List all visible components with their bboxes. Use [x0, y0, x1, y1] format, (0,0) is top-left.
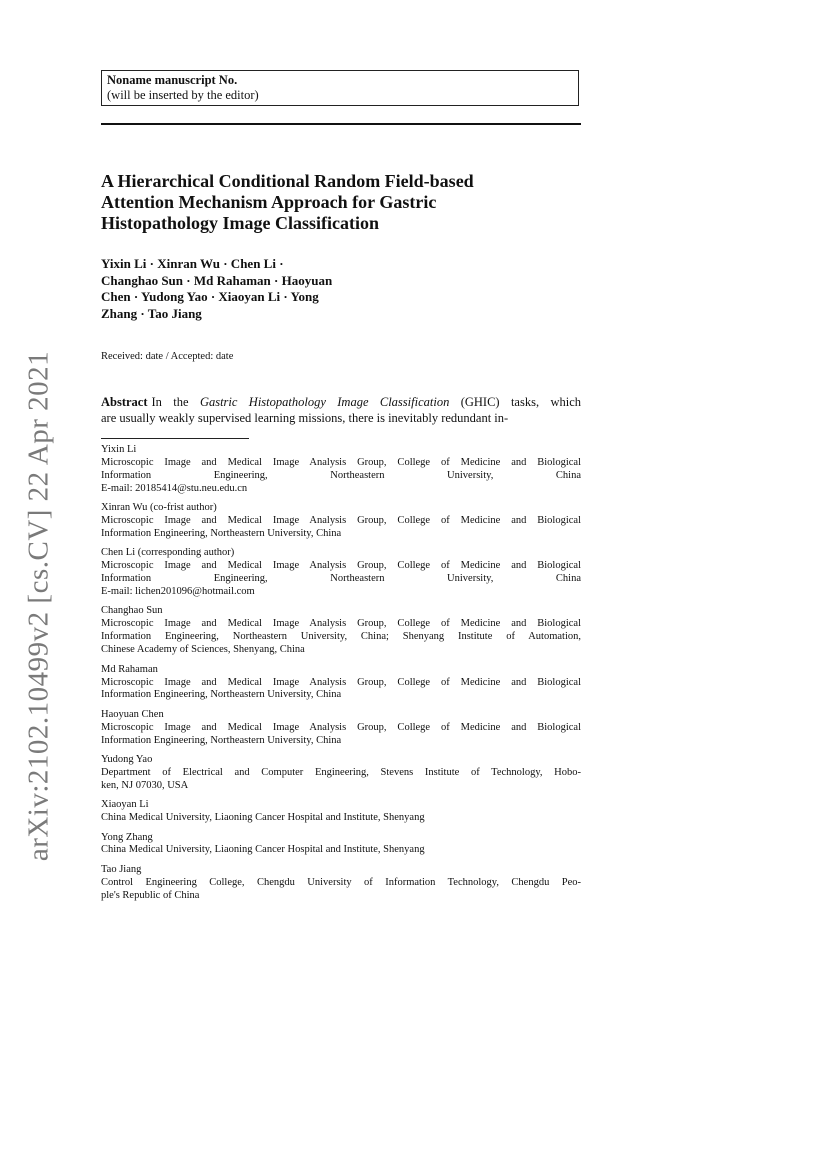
affiliations: [101, 444, 581, 909]
title-line: A Hierarchical Conditional Random Field-based: [101, 171, 474, 191]
affiliation-line: China Medical University, Liaoning Cancer Hospital and Institute, Shenyang: [101, 812, 425, 824]
affiliation-line: Information Engineering, Northeastern University, China: [101, 469, 581, 481]
affiliation-line: Chinese Academy of Sciences, Shenyang, China: [101, 644, 305, 656]
affiliation-line: Information Engineering, Northeastern University, China: [101, 734, 342, 746]
editor-note: (will be inserted by the editor): [107, 88, 259, 102]
affiliation-author: Haoyuan Chen: [101, 708, 164, 720]
abstract-text-post: (GHIC) tasks, which: [449, 395, 581, 409]
affiliation-block: [101, 444, 581, 496]
affiliation-author: Changhao Sun: [101, 605, 163, 617]
arxiv-id: arXiv:2102.10499v2 [cs.CV] 22 Apr 2021: [22, 350, 55, 862]
paper-title: [101, 171, 581, 234]
abstract-italic: Gastric Histopathology Image Classification: [199, 395, 450, 409]
affiliation-block: [101, 709, 581, 748]
affiliation-block: [101, 605, 581, 657]
affiliation-author: Md Rahaman: [101, 663, 158, 675]
affiliation-block: [101, 799, 581, 825]
author-line: Zhang · Tao Jiang: [101, 305, 202, 321]
manuscript-box: [101, 70, 579, 106]
abstract: [101, 394, 581, 426]
author-line: Yixin Li · Xinran Wu · Chen Li ·: [101, 256, 284, 271]
abstract-line-2: are usually weakly supervised learning missions, there is inevitably redundant in-: [101, 411, 509, 425]
affiliation-line: Microscopic Image and Medical Image Analysis Group, College of Medicine and Biological: [101, 618, 581, 630]
author-line: Chen · Yudong Yao · Xiaoyan Li · Yong: [101, 289, 319, 304]
affiliation-line: Microscopic Image and Medical Image Analysis Group, College of Medicine and Biological: [101, 721, 581, 733]
affiliation-block: [101, 754, 581, 793]
affiliation-line: ple's Republic of China: [101, 889, 200, 901]
author-list: [101, 256, 581, 322]
affiliation-line: Microscopic Image and Medical Image Analysis Group, College of Medicine and Biological: [101, 456, 581, 468]
affiliation-line: Information Engineering, Northeastern University, China: [101, 689, 342, 701]
affiliation-author: Yong Zhang: [101, 831, 153, 843]
affiliation-author: Xinran Wu (co-frist author): [101, 502, 217, 514]
affiliation-line: Microscopic Image and Medical Image Analysis Group, College of Medicine and Biological: [101, 676, 581, 688]
manuscript-label: Noname manuscript No.: [107, 73, 238, 87]
abstract-text-pre: In the: [151, 395, 200, 409]
affiliation-line: Department of Electrical and Computer Engineering, Stevens Institute of Technology, Hobo-: [101, 766, 581, 778]
affiliation-line: Control Engineering College, Chengdu University of Information Technology, Chengdu Peo-: [101, 876, 581, 888]
affiliation-line: Information Engineering, Northeastern University, China; Shenyang Institute of Automation,: [101, 631, 581, 643]
received-date: Received: date / Accepted: date: [101, 351, 234, 362]
affiliation-author: Xiaoyan Li: [101, 799, 149, 811]
affiliation-block: [101, 864, 581, 903]
affiliation-author: Tao Jiang: [101, 863, 142, 875]
affiliation-line: Microscopic Image and Medical Image Analysis Group, College of Medicine and Biological: [101, 515, 581, 527]
footnote-rule: [101, 438, 249, 439]
affiliation-block: [101, 664, 581, 703]
author-line: Changhao Sun · Md Rahaman · Haoyuan: [101, 272, 333, 288]
affiliation-line: Microscopic Image and Medical Image Analysis Group, College of Medicine and Biological: [101, 560, 581, 572]
affiliation-block: [101, 832, 581, 858]
title-line: Histopathology Image Classification: [101, 213, 380, 233]
header-rule: [101, 123, 581, 125]
affiliation-line: Information Engineering, Northeastern University, China: [101, 527, 342, 539]
arxiv-sidebar: [22, 350, 55, 862]
affiliation-line: ken, NJ 07030, USA: [101, 779, 189, 791]
affiliation-line: China Medical University, Liaoning Cancer Hospital and Institute, Shenyang: [101, 844, 425, 856]
abstract-label: Abstract: [101, 395, 148, 409]
title-line: Attention Mechanism Approach for Gastric: [101, 192, 437, 212]
affiliation-line: Information Engineering, Northeastern University, China: [101, 573, 581, 585]
affiliation-author: Yudong Yao: [101, 754, 153, 766]
affiliation-line: E-mail: 20185414@stu.neu.edu.cn: [101, 482, 248, 494]
affiliation-author: Chen Li (corresponding author): [101, 547, 235, 559]
affiliation-line: E-mail: lichen201096@hotmail.com: [101, 586, 255, 598]
affiliation-block: [101, 547, 581, 599]
affiliation-block: [101, 502, 581, 541]
affiliation-author: Yixin Li: [101, 444, 137, 455]
